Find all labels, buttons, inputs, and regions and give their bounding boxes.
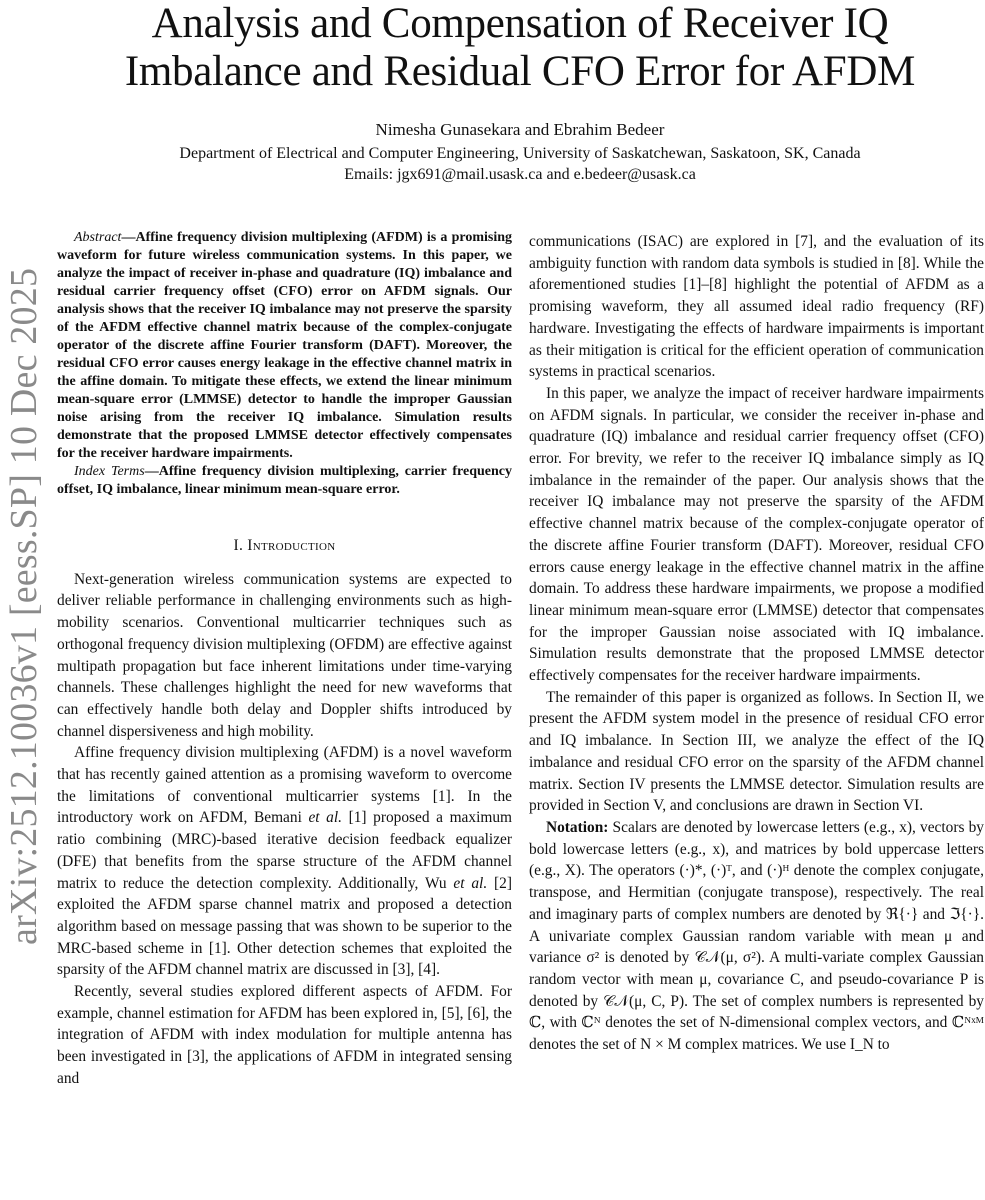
arxiv-stamp: arXiv:2512.10036v1 [eess.SP] 10 Dec 2025 [3, 267, 45, 945]
abstract-text: —Affine frequency division multiplexing (AFDM) is a promising waveform for future wireless communication systems. In this paper, we analyze the impact of receiver in-phase and quadrature (IQ) imbalance and residual carrier frequency offset (CFO) error on AFDM signals. Our analysis shows that the receiver IQ imbalance may not preserve the sparsity of the AFDM effective channel matrix because of the complex-conjugate operator of the discrete affine Fourier transform (DAFT). Moreover, the residual CFO error causes energy leakage in the effective channel matrix in the affine domain. To mitigate these effects, we extend the linear minimum mean-square error (LMMSE) detector to handle the improper Gaussian noise arising from the receiver IQ imbalance. Simulation results demonstrate that the proposed LMMSE detector effectively compensates for the receiver hardware impairments. [57, 230, 512, 461]
paragraph-this-paper: In this paper, we analyze the impact of receiver hardware impairments on AFDM signals. In particular, we consider the receiver in-phase and quadrature (IQ) imbalance and residual carrier frequency offset (CFO) error. For brevity, we refer to the receiver IQ imbalance simply as IQ imbalance in the remainder of the paper. Our analysis shows that the receiver IQ imbalance may not preserve the sparsity of the AFDM effective channel matrix because of the complex-conjugate operator of the discrete affine Fourier transform (DAFT). Moreover, residual CFO errors cause energy leakage in the effective channel matrix in the affine domain. To address these hardware impairments, we propose a modified linear minimum mean-square error (LMMSE) detector that compensates for the improper Gaussian noise associated with IQ imbalance. Simulation results demonstrate that the proposed LMMSE detector effectively compensates for the receiver hardware impairments. [529, 384, 984, 685]
text-run: [2] exploited the AFDM sparse channel matrix and proposed a detection algorithm based on message passing that was shown to be superior to the MRC-based scheme in [1]. Other detection schemes that exploited the sparsity of the AFDM channel matrix are discussed in [3], [4]. [57, 874, 512, 979]
section-heading-introduction [57, 535, 512, 557]
title-line-1: Analysis and Compensation of Receiver IQ [151, 0, 889, 47]
section-number: I. [233, 537, 248, 554]
notation-label: Notation: [546, 818, 609, 836]
paper-title [0, 0, 985, 96]
right-column [529, 231, 984, 1056]
notation-text: Scalars are denoted by lowercase letters (e.g., x), vectors by bold lowercase letters (e.g., x), and matrices by bold uppercase letters (e.g., X). The operators (·)*, (·)ᵀ, and (·)ᴴ denote the complex conjugate, transpose, and Hermitian (conjugate transpose), respectively. The real and imaginary parts of complex numbers are denoted by ℜ{·} and ℑ{·}. A univariate complex Gaussian random variable with mean μ and variance σ² is denoted by 𝒞𝒩(μ, σ²). A multi-variate complex Gaussian random vector with mean μ, covariance C, and pseudo-covariance P is denoted by 𝒞𝒩(μ, C, P). The set of complex numbers is represented by ℂ, with ℂᴺ denotes the set of N-dimensional complex vectors, and ℂᴺˣᴹ denotes the set of N × M complex matrices. We use I_N to [529, 818, 984, 1054]
paragraph-intro-recent: Recently, several studies explored different aspects of AFDM. For example, channel estimation for AFDM has been explored in, [5], [6], the integration of AFDM with index modulation for multiple antenna has been investigated in [3], the applications of AFDM in integrated sensing and [57, 983, 512, 1087]
paragraph-organization: The remainder of this paper is organized as follows. In Section II, we present the AFDM system model in the presence of residual CFO error and IQ imbalance. In Section III, we analyze the effect of the IQ imbalance and residual CFO error on the sparsity of the AFDM channel matrix. Section IV presents the LMMSE detector. Simulation results are provided in Section V, and conclusions are drawn in Section VI. [529, 688, 984, 815]
left-column [57, 229, 512, 1090]
text-run: [1] proposed a maximum ratio combining (MRC)-based iterative decision feedback equalizer (DFE) that benefits from the sparse structure of the AFDM channel matrix to reduce the detection complexity. Additionally, Wu [57, 809, 512, 892]
index-terms-text: —Affine frequency division multiplexing, carrier frequency offset, IQ imbalance, linear minimum mean-square error. [57, 464, 513, 497]
paragraph-notation [529, 817, 984, 1056]
authors: Nimesha Gunasekara and Ebrahim Bedeer [375, 120, 665, 139]
index-terms-label: Index Terms [74, 464, 145, 479]
emails: Emails: jgx691@mail.usask.ca and e.bedeer@usask.ca [344, 166, 696, 183]
title-line-2: Imbalance and Residual CFO Error for AFDM [124, 48, 916, 95]
affiliation: Department of Electrical and Computer Engineering, University of Saskatchewan, Saskatoon, SK, Canada [179, 145, 861, 162]
citation-etal: et al. [453, 874, 488, 892]
paragraph-intro-1: Next-generation wireless communication systems are expected to deliver reliable performance in challenging environments such as high-mobility scenarios. Conventional multicarrier techniques such as orthogonal frequency division multiplexing (OFDM) are effective against multipath propagation but face inherent limitations under time-varying channels. These challenges highlight the need for new waveforms that can effectively handle both delay and Doppler shifts introduced by channel dispersiveness and high mobility. [57, 570, 512, 740]
section-title: Introduction [247, 537, 336, 554]
paragraph-intro-afdm [57, 742, 512, 981]
citation-etal: et al. [308, 809, 342, 827]
paragraph-continued: communications (ISAC) are explored in [7], and the evaluation of its ambiguity function with random data symbols is studied in [8]. While the aforementioned studies [1]–[8] highlight the potential of AFDM as a promising waveform, they all assumed ideal radio frequency (RF) hardware. Investigating the effects of hardware impairments is important as their mitigation is critical for the efficient operation of communication systems in practical scenarios. [529, 233, 984, 381]
abstract [57, 229, 512, 463]
index-terms [57, 463, 512, 499]
text-run: Affine frequency division multiplexing (AFDM) is a novel waveform that has recently gained attention as a promising waveform to overcome the limitations of conventional multicarrier systems [1]. In the introductory work on AFDM, Bemani [57, 744, 512, 827]
abstract-label: Abstract [74, 230, 122, 245]
